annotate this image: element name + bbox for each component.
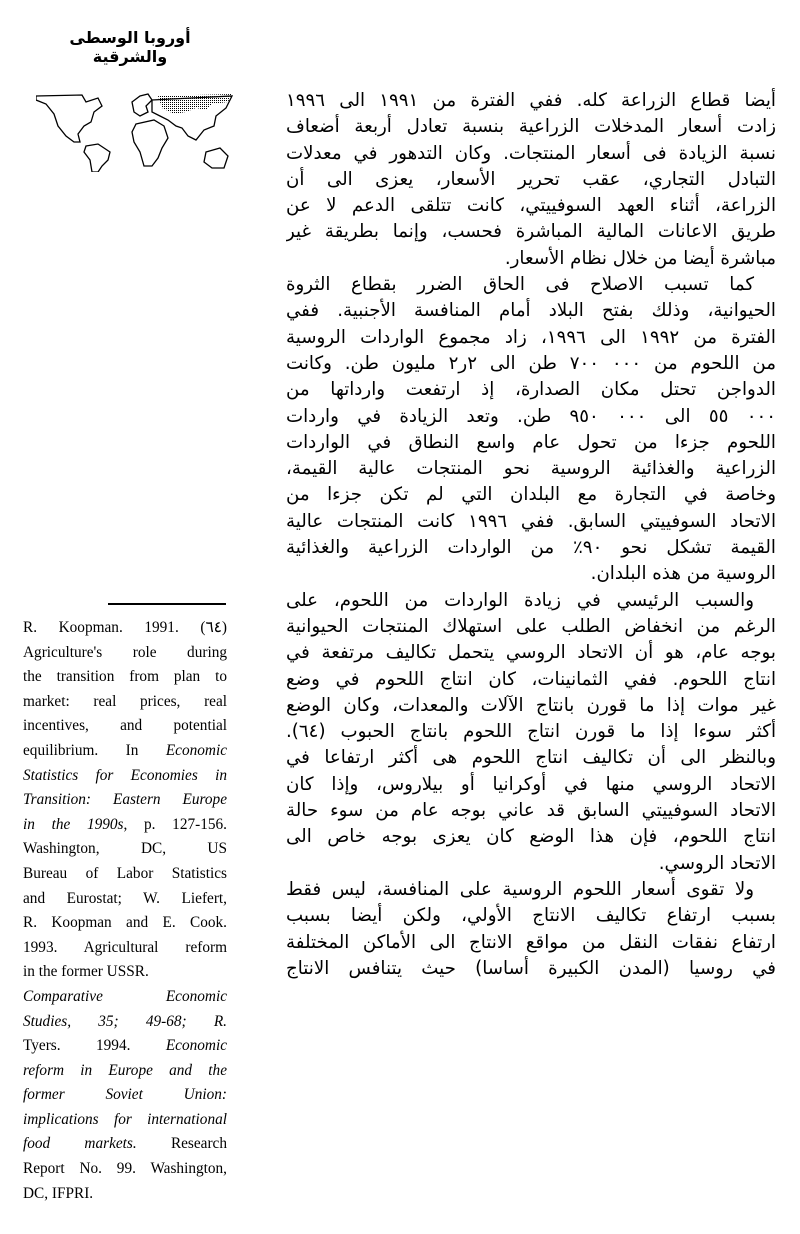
footnote-text: Tyers. 1994. (23, 1037, 166, 1055)
footnote-text: implications for international (23, 1110, 227, 1128)
footnote-reference (23, 616, 227, 1206)
footnote-line (23, 788, 227, 813)
text-line: ارتفاع نفقات النقل من مواقع الانتاج الى الأماكن المختلفة (286, 931, 776, 953)
text-line: والسبب الرئيسي في زيادة الواردات من اللحوم، على (286, 589, 754, 611)
footnote-line (23, 764, 227, 789)
text-line: مباشرة أيضا من خلال نظام الأسعار. (504, 247, 776, 269)
footnote-line (23, 665, 227, 690)
footnote-line (23, 1034, 227, 1059)
footnote-text: Washington, DC, US (23, 840, 227, 858)
text-line: الروسية من هذه البلدان. (590, 563, 776, 585)
footnote-text: Comparative Economic (23, 987, 227, 1005)
footnote-line (23, 1108, 227, 1133)
footnote-text: equilibrium. In (23, 741, 166, 759)
text-line: أيضا قطاع الزراعة كله. ففي الفترة من ١٩٩١ الى ١٩٩٦ (286, 90, 776, 111)
text-line: وبالنظر الى أن تكاليف انتاج اللحوم هى أكثر ارتفاعا في (286, 747, 776, 769)
text-line: اللحوم جزءا من تحول عام واسع النطاق في الواردات (286, 431, 776, 453)
footnote-line (23, 714, 227, 739)
footnote-text: the transition from plan to (23, 668, 227, 686)
highlighted-region (158, 94, 232, 114)
footnote-line (23, 1083, 227, 1108)
text-line: انتاج اللحوم، فإن هذا الوضع كان يعزى بوجه خاص الى (286, 826, 776, 848)
footnote-text: Agriculture's role during (23, 643, 227, 661)
text-line: الزراعة، أثناء العهد السوفييتي، كانت تتلقى الدعم لا عن (286, 195, 776, 217)
footnote-line (23, 837, 227, 862)
world-map-icon (36, 86, 236, 172)
text-line: الدواجن تحتل مكان الصدارة، إذ ارتفعت وارداتها من (286, 379, 776, 401)
footnote-text: and Eurostat; W. Liefert, (23, 889, 227, 907)
south-america-outline (84, 144, 110, 172)
text-line: الفترة من ١٩٩٢ الى ١٩٩٦، زاد مجموع الواردات الروسية (286, 326, 776, 348)
text-line: كما تسبب الاصلاح فى الحاق الضرر بقطاع الثروة (286, 274, 754, 296)
text-line: من اللحوم من ٠٠٠ ٧٠٠ طن الى ٢ر٢ مليون طن. وكانت (286, 352, 776, 374)
text-line: القيمة تشكل نحو ٩٠٪ من الواردات الزراعية والغذائية (286, 537, 776, 559)
footnote-text: former Soviet Union: (23, 1086, 227, 1104)
footnote-line (23, 911, 227, 936)
footnote-text: Report No. 99. Washington, (23, 1160, 227, 1178)
australia-outline (204, 148, 228, 168)
text-line: طريق الاعانات المالية المباشرة فحسب، وإنما بطريقة غير (286, 221, 776, 243)
footnote-text: R. Koopman. 1991. (٦٤) (23, 619, 227, 636)
footnote-text: in the 1990s (23, 815, 124, 833)
footnote-line (23, 739, 227, 764)
footnote-divider (108, 603, 226, 605)
text-line: الحيوانية، وذلك بفتح البلاد أمام المنافسة الأجنبية. ففي (286, 300, 776, 322)
text-line: التبادل التجاري، عقب تحرير الأسعار، يعزى الى أن (286, 168, 776, 190)
footnote-line (23, 1132, 227, 1157)
footnote-line (23, 641, 227, 666)
footnote-line (23, 616, 227, 641)
text-line: انتاج اللحوم. ففي الثمانينات، كان انتاج اللحوم في وضع (286, 668, 776, 690)
footnote-line (23, 1059, 227, 1084)
footnote-text: DC, IFPRI. (23, 1184, 94, 1202)
text-line: أكثر سوءا إذا ما قورن انتاج اللحوم بانتاج الحبوب (٦٤). (286, 721, 776, 743)
footnote-text: , p. 127-156. (123, 815, 227, 833)
footnote-text: Statistics for Economies in (23, 766, 227, 784)
footnote-text: Transition: Eastern Europe (23, 791, 227, 809)
text-line: الزراعية والغذائية الروسية نحو المنتجات عالية القيمة، (286, 458, 776, 480)
footnote-text: Bureau of Labor Statistics (23, 864, 227, 882)
footnote-line (23, 960, 227, 985)
text-line: وخاصة في التجارة مع البلدان التي لم تكن جزءا من (286, 484, 776, 506)
footnote-text: Studies, 35; 49-68; R. (23, 1012, 227, 1030)
text-line: بوجه عام، هو أن الاتحاد الروسي يتحمل تكاليف مرتفعة في (286, 642, 776, 664)
europe-outline (132, 94, 152, 116)
text-line: الاتحاد الروسي منها في أوكرانيا أو بيلاروس، وإذا كان (286, 773, 776, 795)
footnote-text: in the former USSR. (23, 963, 149, 981)
footnote-line (23, 985, 227, 1010)
text-line: بسبب ارتفاع تكاليف الانتاج الأولي، ولكن أيضا بسبب (286, 905, 776, 927)
footnote-line (23, 1010, 227, 1035)
text-line: زادت أسعار المدخلات الزراعية بنسبة تعادل أربعة أضعاف (286, 116, 776, 138)
north-america-outline (36, 95, 102, 142)
footnote-text: R. Koopman and E. Cook. (23, 914, 227, 932)
footnote-line (23, 862, 227, 887)
section-title: أوروبا الوسطى والشرقية (69, 28, 191, 66)
footnote-line (23, 887, 227, 912)
footnote-text: 1993. Agricultural reform (23, 938, 227, 956)
footnote-text: incentives, and potential (23, 717, 227, 735)
footnote-line (23, 690, 227, 715)
text-line: ٠٠٠ ٥٥ الى ٠٠٠ ٩٥٠ طن. وتعد الزيادة في واردات (286, 405, 776, 427)
footnote-text: food markets. (23, 1135, 137, 1153)
footnote-text: Economic (165, 741, 227, 759)
text-line: في روسيا (المدن الكبيرة أساسا) حيث يتنافس الانتاج (286, 957, 776, 979)
footnote-line (23, 813, 227, 838)
footnote-text: Economic (165, 1037, 227, 1055)
footnote-line (23, 1157, 227, 1182)
text-line: الرغم من انخفاض الطلب على استهلاك المنتجات الحيوانية (286, 615, 776, 637)
text-line: نسبة الزيادة فى أسعار المنتجات. وكان التدهور في معدلات (286, 142, 776, 164)
text-line: ولا تقوى أسعار اللحوم الروسية على المنافسة، ليس فقط (286, 878, 754, 900)
footnote-line (23, 936, 227, 961)
footnote-text: reform in Europe and the (23, 1061, 227, 1079)
text-line: غير موات إذا ما قورن بانتاج الآلات والمعدات، وكان الوضع (286, 694, 776, 716)
footnote-text: market: real prices, real (23, 692, 227, 710)
footnote-line (23, 1182, 227, 1207)
africa-outline (132, 120, 168, 166)
text-line: الاتحاد السوفييتي السابق. ففي ١٩٩٦ كانت المنتجات عالية (286, 510, 776, 532)
text-line: الاتحاد الروسي. (658, 852, 776, 874)
text-line: الاتحاد السوفييتي السابق قد عاني بوجه عام من سوء حالة (286, 800, 776, 822)
footnote-text: Research (136, 1135, 227, 1153)
main-body-text (286, 88, 776, 982)
